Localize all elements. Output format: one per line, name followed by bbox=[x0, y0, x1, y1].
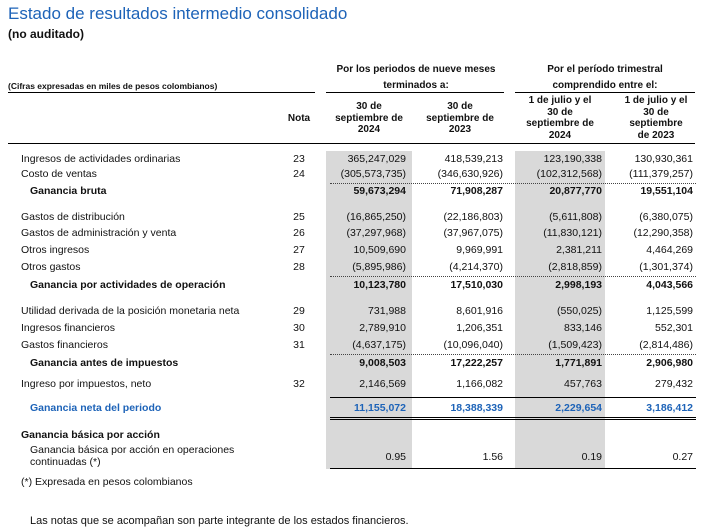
page-subtitle: (no auditado) bbox=[8, 27, 84, 41]
table-row: Gastos de administración y venta 26 (37,297,968) (37,967,075) (11,830,121) (12,290,358) bbox=[21, 227, 693, 239]
table-row-eps: 0.95 1.56 0.19 0.27 bbox=[385, 451, 693, 463]
table-row: Costo de ventas 24 (305,573,735) (346,630,926) (102,312,568) (111,379,257) bbox=[21, 168, 693, 180]
table-row: Otros gastos 28 (5,895,986) (4,214,370) (2,818,859) (1,301,374) bbox=[21, 261, 693, 273]
header-col-3: 1 de julio y el 30 de septiembre de 2024 bbox=[526, 95, 594, 141]
table-row: Ingreso por impuestos, neto 32 2,146,569 1,166,082 457,763 279,432 bbox=[21, 378, 693, 390]
header-col-1: 30 de septiembre de 2024 bbox=[335, 101, 403, 135]
double-underline bbox=[330, 419, 696, 420]
subtotal-line bbox=[330, 354, 696, 355]
table-row: Utilidad derivada de la posición monetaria neta 29 731,988 8,601,916 (550,025) 1,125,599 bbox=[21, 305, 693, 317]
subtotal-line bbox=[330, 276, 696, 277]
header-col-2: 30 de septiembre de 2023 bbox=[426, 101, 494, 135]
table-row: Ingresos de actividades ordinarias 23 365,247,029 418,539,213 123,190,338 130,930,361 bbox=[21, 153, 693, 165]
table-row-subtotal: Ganancia antes de impuestos 9,008,503 17,222,257 1,771,891 2,906,980 bbox=[30, 357, 693, 369]
table-row: Gastos financieros 31 (4,637,175) (10,096,040) (1,509,423) (2,814,486) bbox=[21, 339, 693, 351]
table-row-subtotal: Ganancia por actividades de operación 10,123,780 17,510,030 2,998,193 4,043,566 bbox=[30, 279, 693, 291]
table-row-subtotal: Ganancia bruta 59,673,294 71,908,287 20,877,770 19,551,104 bbox=[30, 185, 693, 197]
table-row-total: Ganancia neta del periodo 11,155,072 18,388,339 2,229,654 3,186,412 bbox=[30, 402, 693, 414]
table-row: Otros ingresos 27 10,509,690 9,969,991 2,381,211 4,464,269 bbox=[21, 244, 693, 256]
units-note-line bbox=[8, 92, 315, 93]
header-bottom-line bbox=[8, 143, 695, 144]
page-title: Estado de resultados intermedio consolidado bbox=[8, 4, 348, 23]
header-line-nine-months bbox=[326, 92, 504, 93]
header-nota: Nota bbox=[287, 113, 311, 124]
subtotal-line bbox=[330, 183, 696, 184]
header-col-4: 1 de julio y el 30 de septiembre de 2023 bbox=[624, 95, 688, 141]
units-note: (Cifras expresadas en miles de pesos colombianos) bbox=[8, 81, 218, 91]
table-row: Ingresos financieros 30 2,789,910 1,206,351 833,146 552,301 bbox=[21, 322, 693, 334]
table-row: Gastos de distribución 25 (16,865,250) (22,186,803) (5,611,808) (6,380,075) bbox=[21, 211, 693, 223]
footer-note: Las notas que se acompañan son parte integrante de los estados financieros. bbox=[30, 515, 409, 527]
double-underline bbox=[330, 417, 696, 418]
eps-label: Ganancia básica por acción en operaciones continuadas (*) bbox=[30, 444, 235, 468]
header-quarter: Por el período trimestral comprendido entre el: bbox=[547, 64, 663, 91]
total-line bbox=[330, 397, 696, 398]
header-nine-months: Por los periodos de nueve meses terminados a: bbox=[336, 64, 496, 91]
header-line-quarter bbox=[515, 92, 695, 93]
eps-heading: Ganancia básica por acción bbox=[21, 429, 160, 441]
eps-underline bbox=[330, 468, 696, 469]
footnote: (*) Expresada en pesos colombianos bbox=[21, 476, 193, 488]
